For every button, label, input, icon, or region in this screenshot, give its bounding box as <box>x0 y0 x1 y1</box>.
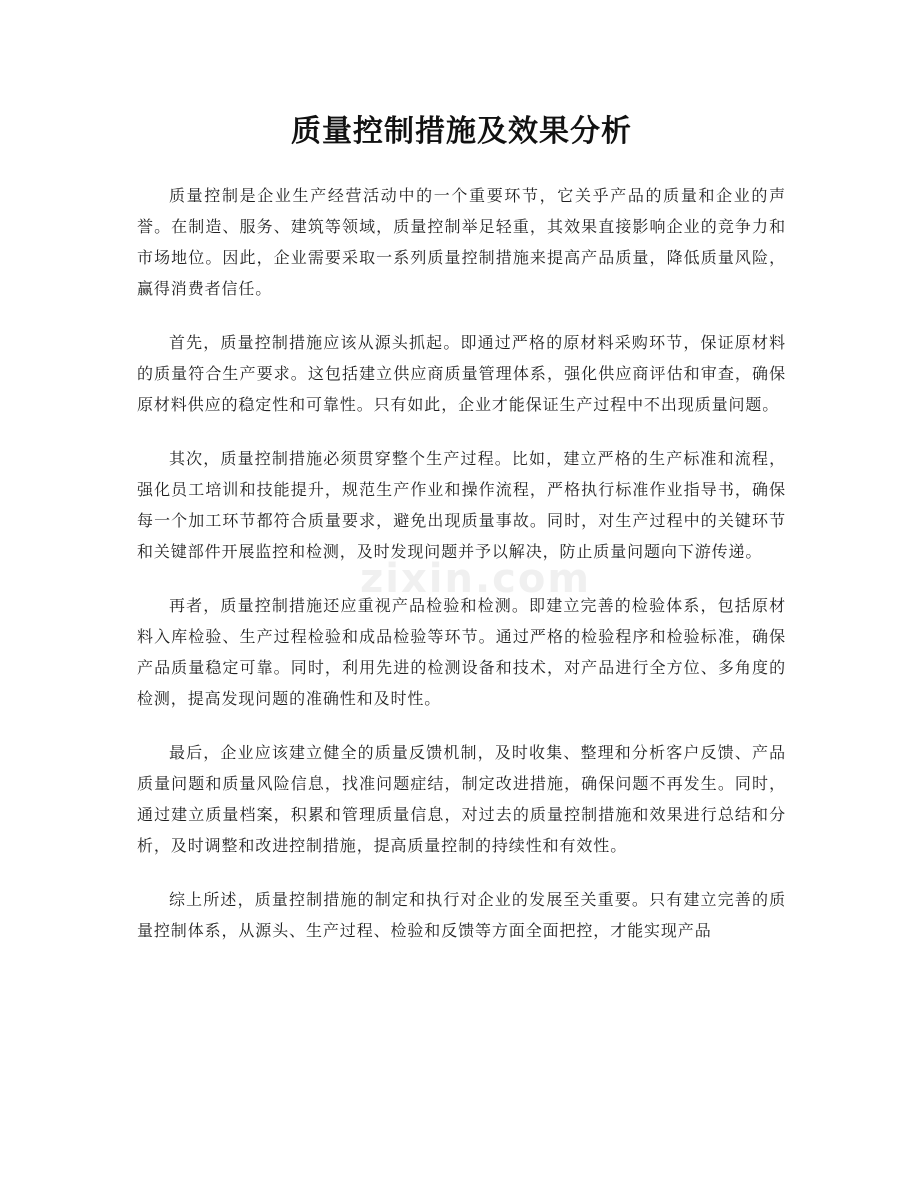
watermark: zixin.com <box>360 556 592 602</box>
paragraph-process-control: 其次，质量控制措施必须贯穿整个生产过程。比如，建立严格的生产标准和流程，强化员工培训和技能提升，规范生产作业和操作流程，严格执行标准作业指导书，确保每一个加工环节都符合质量要求，避免出现质量事故。同时，对生产过程中的关键环节和关键部件开展监控和检测，及时发现问题并予以解决，防止质量问题向下游传递。 <box>137 449 786 561</box>
paragraph-feedback: 最后，企业应该建立健全的质量反馈机制，及时收集、整理和分析客户反馈、产品质量问题和质量风险信息，找准问题症结，制定改进措施，确保问题不再发生。同时，通过建立质量档案，积累和管理质量信息，对过去的质量控制措施和效果进行总结和分析，及时调整和改进控制措施，提高质量控制的持续性和有效性。 <box>137 743 786 855</box>
document-body <box>137 180 786 946</box>
paragraph-conclusion: 综上所述，质量控制措施的制定和执行对企业的发展至关重要。只有建立完善的质量控制体系，从源头、生产过程、检验和反馈等方面全面把控，才能实现产品 <box>137 890 786 940</box>
paragraph-intro: 质量控制是企业生产经营活动中的一个重要环节，它关乎产品的质量和企业的声誉。在制造、服务、建筑等领域，质量控制举足轻重，其效果直接影响企业的竞争力和市场地位。因此，企业需要采取一系列质量控制措施来提高产品质量，降低质量风险，赢得消费者信任。 <box>137 186 786 298</box>
page-title: 质量控制措施及效果分析 <box>291 114 632 149</box>
paragraph-inspection: 再者，质量控制措施还应重视产品检验和检测。即建立完善的检验体系，包括原材料入库检验、生产过程检验和成品检验等环节。通过严格的检验程序和检验标准，确保产品质量稳定可靠。同时，利用先进的检测设备和技术，对产品进行全方位、多角度的检测，提高发现问题的准确性和及时性。 <box>137 596 786 708</box>
paragraph-source-control: 首先，质量控制措施应该从源头抓起。即通过严格的原材料采购环节，保证原材料的质量符合生产要求。这包括建立供应商质量管理体系，强化供应商评估和审查，确保原材料供应的稳定性和可靠性。只有如此，企业才能保证生产过程中不出现质量问题。 <box>137 333 786 414</box>
